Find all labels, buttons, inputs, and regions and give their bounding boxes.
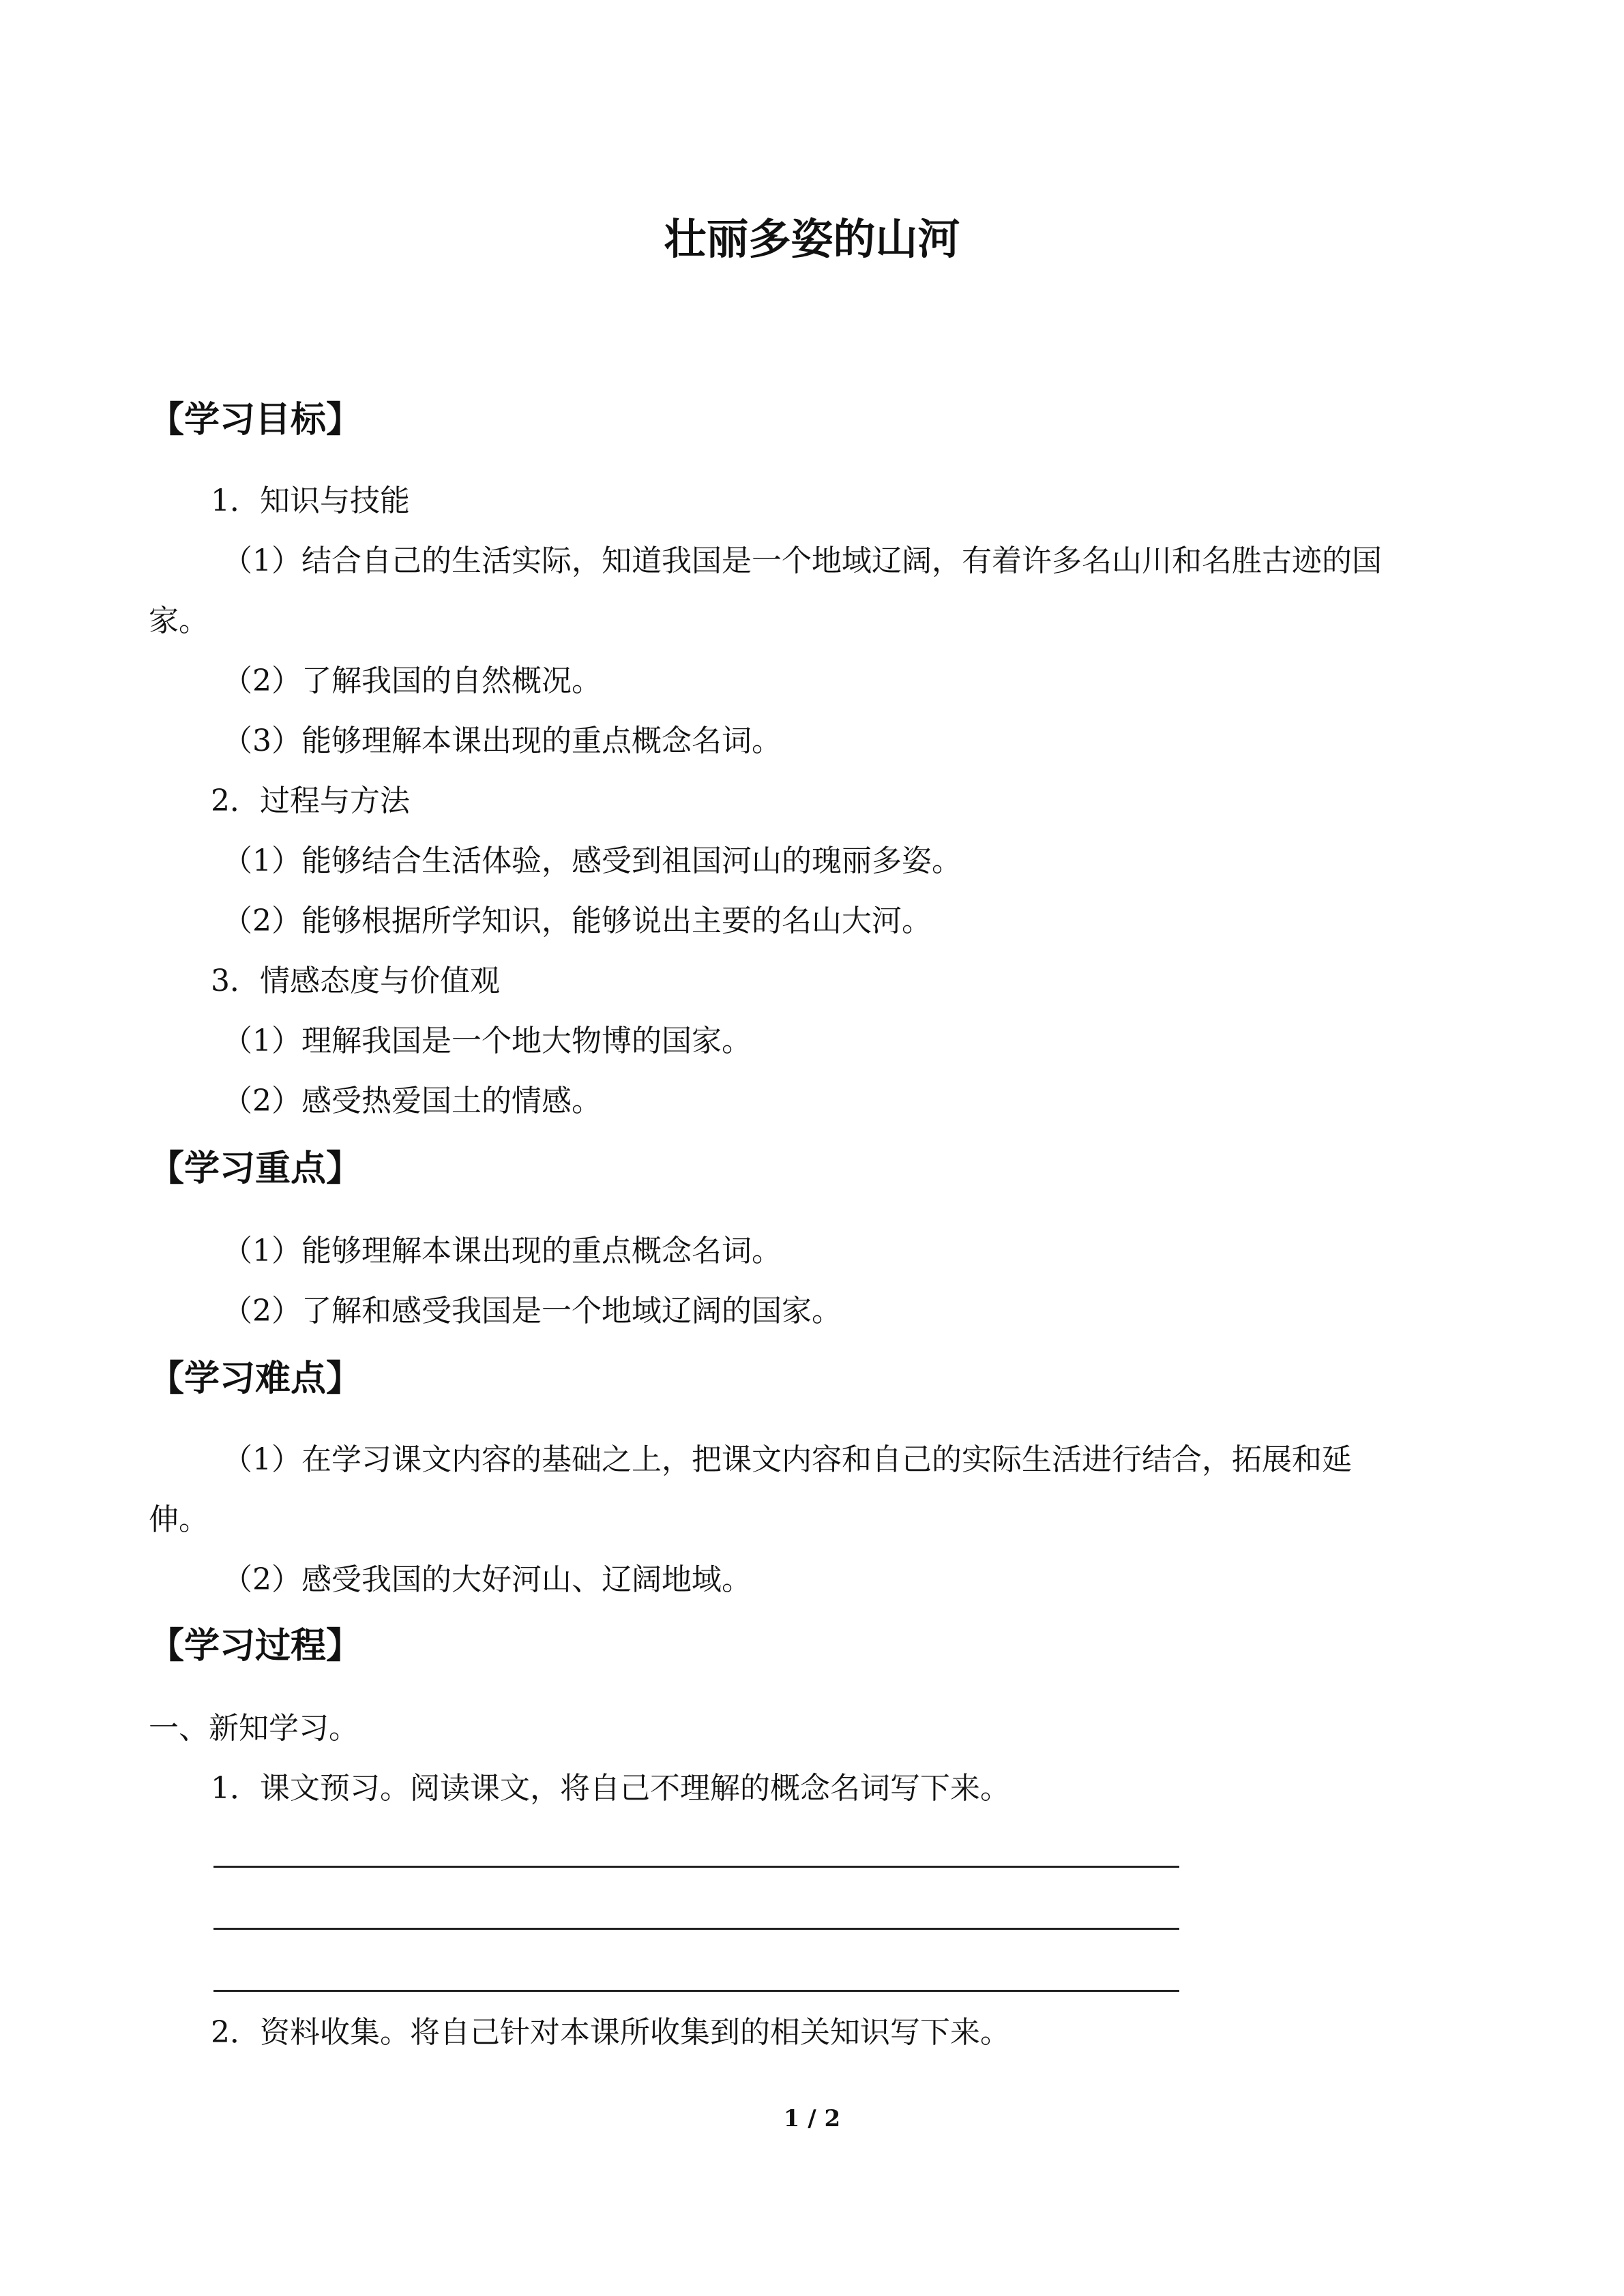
difficulty-2: （2）感受我国的大好河山、辽阔地域。 bbox=[222, 1562, 752, 1597]
difficulties-heading: 【学习难点】 bbox=[149, 1358, 362, 1399]
task-collect: 2．资料收集。将自己针对本课所收集到的相关知识写下来。 bbox=[211, 2015, 1010, 2050]
answer-line[interactable] bbox=[213, 1990, 1179, 1992]
objective-k3: （3）能够理解本课出现的重点概念名词。 bbox=[222, 724, 782, 758]
emotion-values-label: 3．情感态度与价值观 bbox=[211, 964, 500, 998]
objectives-heading: 【学习目标】 bbox=[149, 400, 362, 441]
objective-e2: （2）感受热爱国土的情感。 bbox=[222, 1084, 602, 1118]
difficulty-1-line1: （1）在学习课文内容的基础之上，把课文内容和自己的实际生活进行结合，拓展和延 bbox=[222, 1442, 1352, 1477]
keypoint-1: （1）能够理解本课出现的重点概念名词。 bbox=[222, 1234, 782, 1268]
answer-line[interactable] bbox=[213, 1866, 1179, 1868]
keypoint-2: （2）了解和感受我国是一个地域辽阔的国家。 bbox=[222, 1294, 842, 1328]
knowledge-skills-label: 1．知识与技能 bbox=[211, 483, 410, 518]
objective-k1-line2: 家。 bbox=[149, 603, 209, 638]
objective-k2: （2）了解我国的自然概况。 bbox=[222, 664, 602, 698]
task-preview: 1．课文预习。阅读课文，将自己不理解的概念名词写下来。 bbox=[211, 1771, 1010, 1806]
keypoints-heading: 【学习重点】 bbox=[149, 1148, 362, 1189]
objective-e1: （1）理解我国是一个地大物博的国家。 bbox=[222, 1024, 752, 1058]
process-methods-label: 2．过程与方法 bbox=[211, 784, 410, 818]
objective-k1-line1: （1）结合自己的生活实际，知道我国是一个地域辽阔，有着许多名山川和名胜古迹的国 bbox=[222, 543, 1382, 578]
difficulty-1-line2: 伸。 bbox=[149, 1502, 209, 1537]
new-knowledge-label: 一、新知学习。 bbox=[149, 1711, 359, 1746]
objective-p2: （2）能够根据所学知识，能够说出主要的名山大河。 bbox=[222, 904, 932, 938]
objective-p1: （1）能够结合生活体验，感受到祖国河山的瑰丽多姿。 bbox=[222, 844, 962, 878]
process-heading: 【学习过程】 bbox=[149, 1626, 362, 1667]
page-title: 壮丽多姿的山河 bbox=[664, 214, 960, 264]
answer-line[interactable] bbox=[213, 1928, 1179, 1930]
page-number: 1 / 2 bbox=[783, 2105, 841, 2132]
